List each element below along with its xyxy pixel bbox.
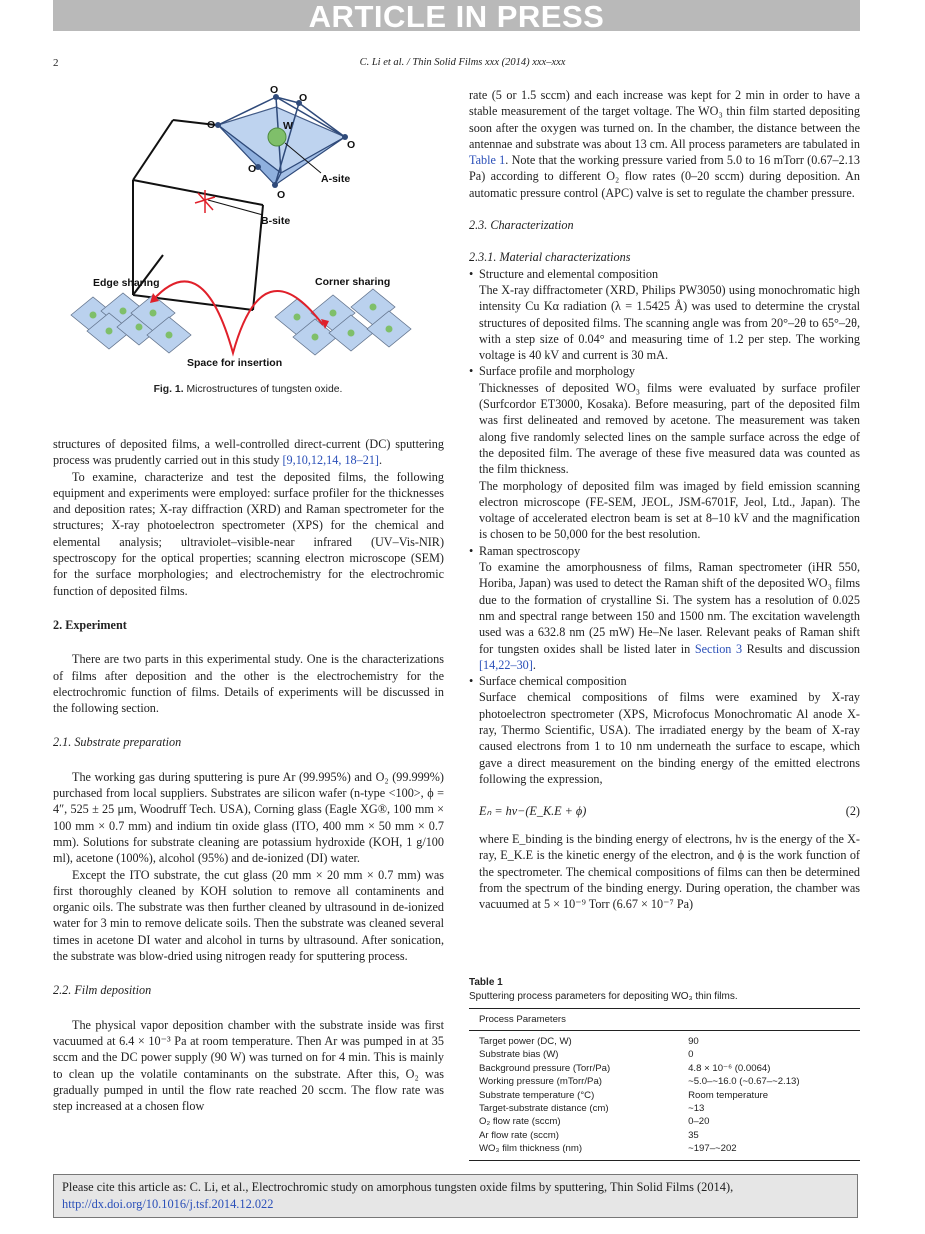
oxygen-label: O [347,139,356,151]
table-reference-link[interactable]: Table 1 [469,153,506,168]
param-value: ~197–~202 [678,1142,860,1160]
subsubsection-heading: 2.3.1. Material characterizations [469,250,631,265]
body-text: . [532,657,536,672]
body-paragraph: There are two parts in this experimental study. One is the characterizations of films after deposition and the other is the electrochemistry for the electrochromic function of films. Details of experiments will be discussed in the following section. [53,652,444,716]
edge-sharing-label: Edge sharing [93,277,160,289]
param-value: ~13 [688,1103,705,1115]
body-text: rate (5 or 1.5 sccm) and each increase was kept for 2 min in order to have a stable measurement of the target voltage. The WO₃ thin film started depositing soon after the oxygen was turned on. In the chamber, the distance between the antennae and substrate was about 13 cm. All process parameters are tabulated in [469,88,860,151]
table-row [469,1048,860,1061]
bullet-icon: • [469,543,474,558]
subsection-heading: 2.1. Substrate preparation [53,735,182,750]
param-value: 4.8 × 10⁻⁶ (0.0064) [688,1062,771,1074]
body-text: Results and discussion [742,641,861,656]
body-text: . [378,453,383,468]
body-text: To examine the amorphousness of films, Raman spectrometer (iHR 550, Horiba, Japan) was used to detect the Raman shift of the deposited WO₃ films due to the formation of crystalline Si. The system has a resolution of 0.025 nm and spectral range between 150 and 1500 nm. The excitation wavelength used was a 632.8 nm (25 mW) He–Ne laser. Relevant peaks of Raman shift for tungsten oxides shall be listed later in [479,560,860,656]
figure-caption-text: Microstructures of tungsten oxide. [183,384,343,395]
body-paragraph: Except the ITO substrate, the cut glass (20 mm × 20 mm × 0.7 mm) was first thoroughly cleaned by KOH solution to remove all contaminents and organic oils. The substrate was then further cleaned by ultrasound in de-ionized water for 3 min to remove delicate soils. Then the substrate was cleaned several times in acetone DI water and alcohol in turns by ultrasound. After sonication, the substrate was blow-dried using nitrogen ready for sputtering process. [53,867,444,964]
equation-number: (2) [845,804,860,819]
param-value: 0–20 [688,1116,710,1128]
corner-sharing-label: Corner sharing [315,276,391,288]
tungsten-label: W [283,120,293,132]
space-for-insertion-label: Space for insertion [187,357,283,369]
table-row [469,1142,860,1160]
section-heading: 2. Experiment [53,617,127,632]
param-value: 0 [688,1049,694,1061]
param-name: WO₃ film thickness (nm) [469,1142,678,1160]
figure-1-tungsten-oxide-diagram [53,85,443,385]
citation-footer [53,1174,858,1218]
table-row [469,1102,860,1115]
bullet-body: Surface chemical compositions of films were examined by X-ray photoelectron spectrometer (XPS, Microfocus Monochromatic Al anode X-ray, Thermo Scientific, USA). The irradiated energy by the beam of X-ray caused electrons from 1 to 10 nm underneath the surface to escape, which gave a direct measurement on the binding energy of the emitted electrons following the expression, [479,690,860,786]
table-row [469,1075,860,1088]
equation-body: Eₙ = hν−(E_K.E + ϕ) [479,804,587,819]
table-1 [469,977,860,1161]
equation-2 [469,803,860,821]
oxygen-label: O [299,92,308,104]
body-paragraph: The working gas during sputtering is pure Ar (99.995%) and O₂ (99.999%) purchased from local suppliers. Substrates are silicon wafer (n-type <100>, ϕ = 4″, 525 ± 25 μm, Woodruff Tech. USA), Corning glass (Eagle XG®, 100 mm × 100 mm × 0.7 mm) and indium tin oxide glass (ITO, 400 mm × 50 mm × 0.7 mm). Solutions for substrate cleaning are potassium hydroxide (KOH, 1 g/100 ml), acetone (100%), alcohol (95%) and de-ionized (DI) water. [53,769,444,866]
table-row [469,1031,860,1049]
citation-link[interactable]: [9,10,12,14, 18–21] [282,453,379,468]
oxygen-label: O [270,85,279,96]
table-row [469,1129,860,1142]
subsection-heading: 2.3. Characterization [469,218,574,233]
bullet-heading: Structure and elemental composition [479,266,659,281]
body-text: . Note that the working pressure varied from 5.0 to 16 mTorr (0.67–2.13 Pa) according to different O₂ flow rates (0–20 sccm) during deposition. An automatic pressure control (APC) valve is set to regulate the chamber pressure. [469,153,860,200]
bullet-body: Thicknesses of deposited WO₃ films were evaluated by surface profiler (Surfcordor ET3000, Kosaka). Before measuring, part of the deposited film was first delineated and removed by acetone. The measurement was taken along five randomly selected lines on the sample surface across the edge of the deposited film. The average of these five measured data was counted as the film thickness. [479,380,860,477]
param-value: ~5.0–~16.0 (~0.67–~2.13) [688,1076,800,1088]
citation-text: Please cite this article as: C. Li, et al., Electrochromic study on amorphous tungsten oxide films by sputtering, Thin Solid Films (2014), [62,1180,734,1194]
table-row [469,1062,860,1075]
oxygen-label: O [207,119,216,131]
body-paragraph: To examine, characterize and test the deposited films, the following equipment and experiments were employed: surface profiler for the thicknesses and deposition rates; X-ray diffraction (XRD) and Raman spectrometer for the structures; X-ray photoelectron spectrometer (XPS) for the chemical and elemental analysis; ultraviolet–visible-near infrared (UV–Vis-NIR) spectroscopy for the optical properties; scanning electron microscope (SEM) for the surface morphologies; and electrochemistry for the electrochromic function of deposited films. [53,469,444,598]
body-text: structures of deposited films, a well-controlled direct-current (DC) sputtering process was prudently carried out in this study [53,437,444,468]
bullet-heading: Raman spectroscopy [479,543,581,558]
param-value: 90 [688,1036,699,1047]
param-name: Background pressure (Torr/Pa) [479,1062,611,1074]
section-reference-link[interactable]: Section 3 [694,641,743,656]
bullet-icon: • [469,266,474,281]
bullet-icon: • [469,674,474,689]
bullet-heading: Surface profile and morphology [479,364,636,379]
table-row [469,1115,860,1128]
article-in-press-banner: ARTICLE IN PRESS [53,0,860,31]
b-site-label: B-site [261,215,291,227]
param-name: Working pressure (mTorr/Pa) [479,1076,602,1088]
table-title: Table 1 [469,977,503,988]
table-header: Process Parameters [469,1009,860,1031]
figure-caption-label: Fig. 1. [153,384,184,395]
subsection-heading: 2.2. Film deposition [53,983,152,998]
right-column [469,87,860,913]
a-site-label: A-site [321,173,351,185]
page-number: 2 [53,57,59,69]
param-name: Ar flow rate (sccm) [479,1129,559,1141]
body-paragraph: where E_binding is the binding energy of electrons, hν is the energy of the X-ray, E_K.E is the kinetic energy of the electron, and ϕ is the work function of the spectrometer. The chemical compositions of films can then be determined from the spectrum of the binding energy. During operation, the chamber was vacuumed at 5 × 10⁻⁹ Torr (6.67 × 10⁻⁷ Pa) [479,832,860,912]
param-name: Substrate bias (W) [479,1049,559,1061]
running-head: C. Li et al. / Thin Solid Films xxx (2014) xxx–xxx [359,57,566,68]
oxygen-label: O [277,189,286,201]
citation-link[interactable]: [14,22–30] [479,657,533,672]
bullet-heading: Surface chemical composition [479,674,627,689]
param-value: Room temperature [688,1089,769,1101]
table-caption: Sputtering process parameters for depositing WO₃ thin films. [469,991,738,1002]
parameters-table [469,1008,860,1161]
param-name: Target power (DC, W) [479,1036,572,1047]
bullet-icon: • [469,364,474,379]
bullet-body: The X-ray diffractometer (XRD, Philips PW3050) using monochromatic high intensity Cu Kα radiation (λ = 1.5425 Å) was used to determine the crystal structures of deposited films. The scanning angle was from 20°–2θ to 65°–2θ, with a step size of 0.04° and measuring time of 1.2 per step. The working voltage is 40 kV and current is 30 mA. [479,282,860,363]
left-column [53,436,444,1114]
table-row [469,1089,860,1102]
doi-link[interactable]: http://dx.doi.org/10.1016/j.tsf.2014.12.022 [62,1197,274,1211]
bullet-body: The morphology of deposited film was imaged by field emission scanning electron microscope (FE-SEM, JEOL, JSM-6701F, Jeol, Ltd., Japan). The voltage of accelerated electron beam is set at 8–10 kV and the magnification is chosen to be 50,000 for the best resolution. [479,478,860,542]
body-paragraph: The physical vapor deposition chamber with the substrate inside was first vacuumed at 6.4 × 10⁻³ Pa at room temperature. Then Ar was pumped in at 35 sccm and the DC power supply (90 W) was turned on for 4 min. This is mainly to clean up the volatile contaminants on the substrate. After this, O₂ was gradually pumped in until the flow rate reached 20 sccm. The flow rate was step increased at a chosen flow [53,1017,444,1114]
param-name: Target-substrate distance (cm) [479,1103,609,1115]
figure-1-caption [53,384,443,395]
param-value: 35 [688,1129,699,1141]
param-name: Substrate temperature (°C) [479,1089,595,1101]
param-name: O₂ flow rate (sccm) [479,1116,561,1128]
oxygen-label: O [248,163,257,175]
